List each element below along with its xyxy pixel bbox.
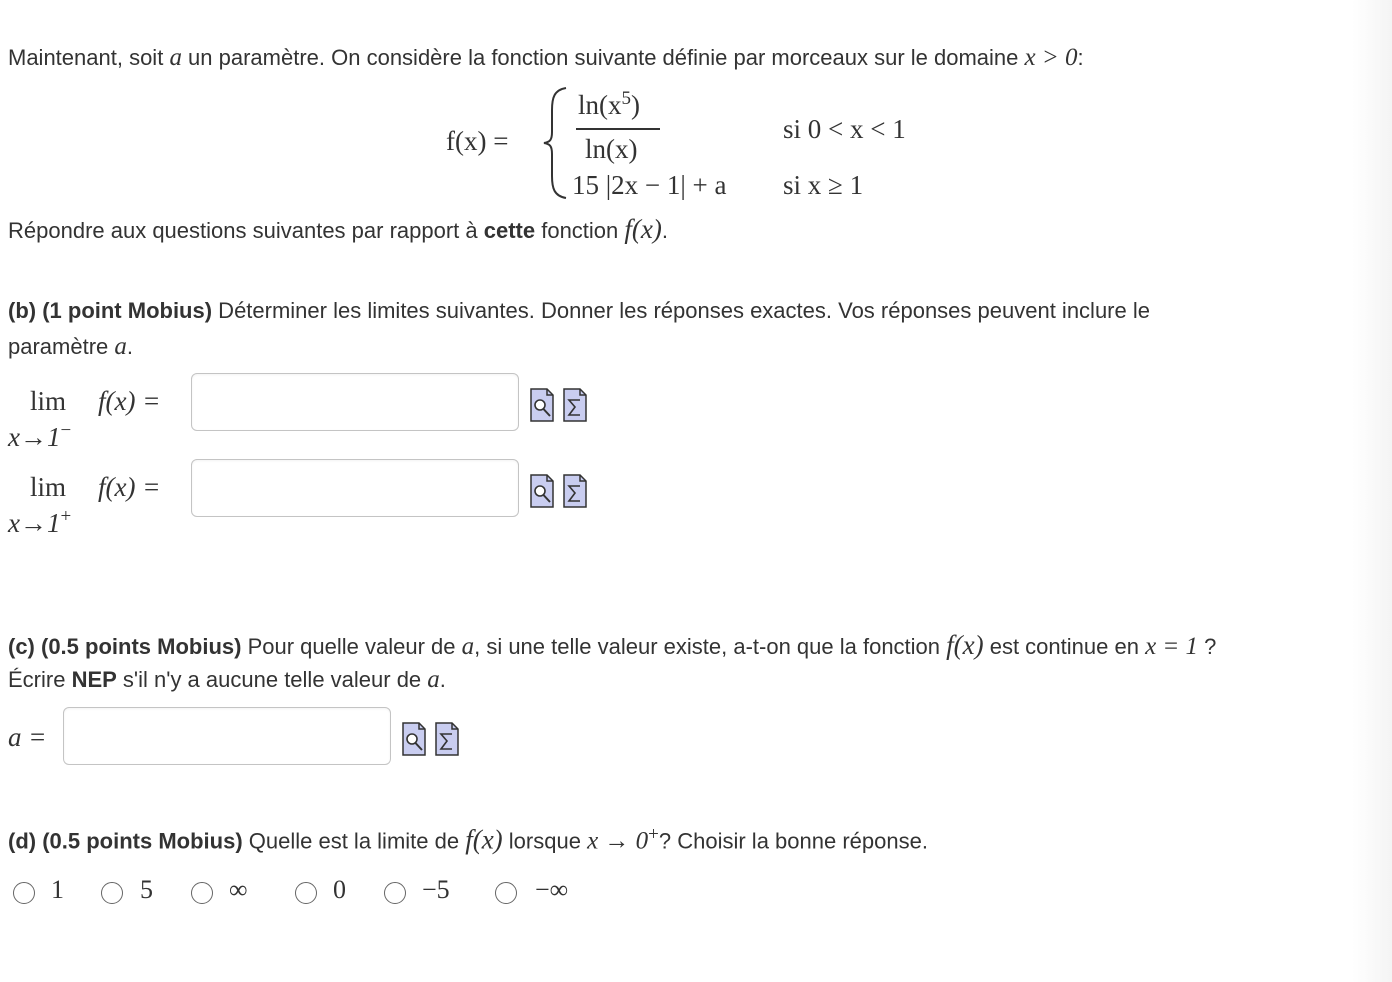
limit2-fx: f(x) = (98, 472, 161, 502)
limit2-subscript: x→1+ (8, 506, 72, 538)
preview-icon[interactable] (530, 474, 554, 508)
right-edge-shade (1352, 0, 1392, 982)
respond-text: Répondre aux questions suivantes par rapport à cette fonction f(x). (8, 214, 668, 244)
radio-label-0: 0 (333, 875, 346, 904)
limit1-lim: lim (30, 386, 67, 416)
radio-label-5: 5 (140, 875, 153, 904)
case2-expression: 15 |2x − 1| + a (572, 170, 727, 200)
case2-condition: si x ≥ 1 (783, 170, 864, 200)
limit-right-input[interactable] (191, 459, 519, 517)
preview-icon[interactable] (402, 722, 426, 756)
left-brace (542, 86, 572, 200)
limit1-subscript: x→1− (8, 420, 72, 452)
limit1-fx: f(x) = (98, 386, 161, 416)
radio-option-5[interactable] (101, 882, 123, 904)
case1-denominator: ln(x) (585, 134, 638, 164)
piecewise-lhs: f(x) = (446, 126, 509, 156)
part-b-question: (b) (1 point Mobius) Déterminer les limites suivantes. Donner les réponses exactes. Vos réponses peuvent inclure le (8, 298, 1150, 323)
intro-text: Maintenant, soit a un paramètre. On considère la fonction suivante définie par morceaux sur le domaine x > 0: (8, 44, 1084, 71)
sigma-icon[interactable] (435, 722, 459, 756)
fraction-bar (576, 128, 660, 130)
part-c-instruction: Écrire NEP s'il n'y a aucune telle valeur de a. (8, 666, 446, 693)
preview-icon[interactable] (530, 388, 554, 422)
radio-label-infinity: ∞ (229, 875, 248, 904)
part-b-question-line2: paramètre a. (8, 333, 134, 360)
radio-label-minus-5: −5 (422, 875, 450, 904)
radio-label-minus-infinity: −∞ (535, 875, 569, 904)
a-value-input[interactable] (63, 707, 391, 765)
case1-numerator: $\ln(x^5)$ (578, 88, 640, 120)
radio-option-0[interactable] (295, 882, 317, 904)
sigma-icon[interactable] (563, 474, 587, 508)
radio-option-minus-infinity[interactable] (495, 882, 517, 904)
limit-left-input[interactable] (191, 373, 519, 431)
answer-a-label: a = (8, 722, 47, 752)
case1-condition: si 0 < x < 1 (783, 114, 906, 144)
radio-option-infinity[interactable] (191, 882, 213, 904)
part-c-question: (c) (0.5 points Mobius) Pour quelle valeur de a, si une telle valeur existe, a-t-on que la fonction f(x) est continue en x = 1 ? (8, 630, 1217, 660)
radio-option-minus-5[interactable] (384, 882, 406, 904)
radio-option-1[interactable] (13, 882, 35, 904)
radio-label-1: 1 (51, 875, 64, 904)
limit2-lim: lim (30, 472, 67, 502)
part-d-question: (d) (0.5 points Mobius) Quelle est la limite de f(x) lorsque x → 0+? Choisir la bonne réponse. (8, 824, 928, 855)
sigma-icon[interactable] (563, 388, 587, 422)
